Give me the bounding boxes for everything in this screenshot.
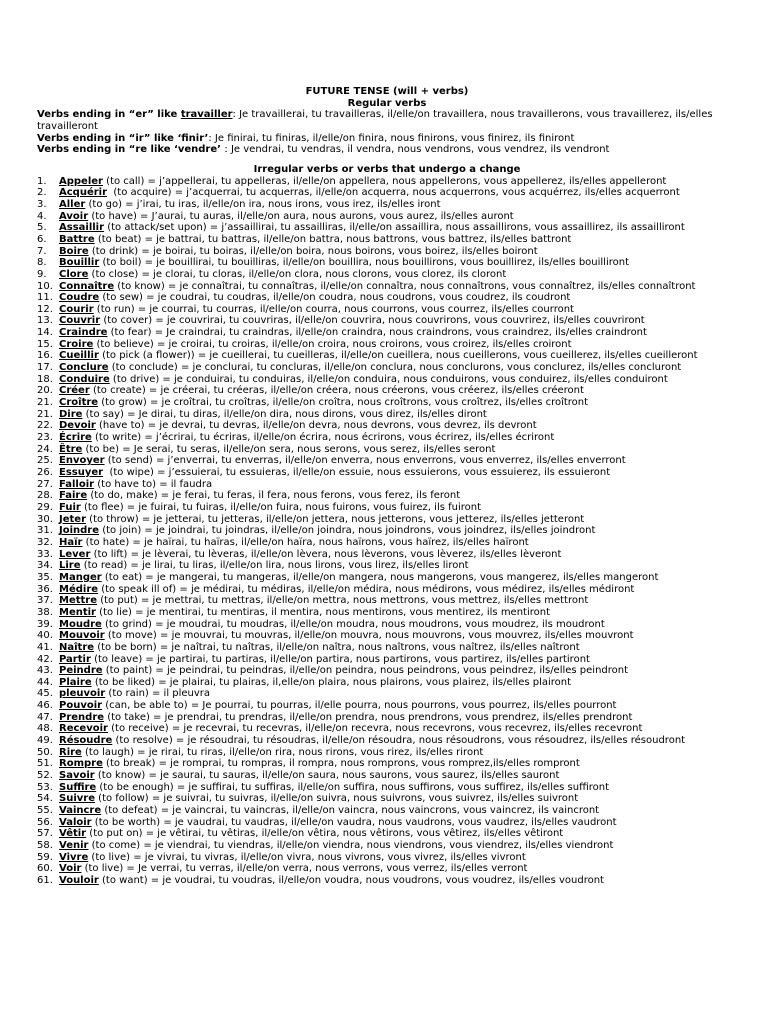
- verb-infinitive: Médire: [59, 583, 99, 595]
- verb-infinitive: Valoir: [59, 816, 92, 828]
- verb-row: [37, 409, 737, 421]
- verb-row: [37, 246, 737, 258]
- verb-row: [37, 665, 737, 677]
- verb-row: [37, 723, 737, 735]
- verb-number: 4.: [37, 210, 47, 222]
- verb-conjugation: (to conclude) = je conclurai, tu concluras, il/elle/on conclura, nous conclurons, vous conclurez, ils/elles concluront: [108, 362, 682, 374]
- verb-row: [37, 758, 737, 770]
- verb-row: [37, 257, 737, 269]
- verb-conjugation: (to run) = je courrai, tu courras, il/elle/on courra, nous courrons, vous courrez, ils/elles courront: [93, 303, 574, 315]
- verb-conjugation: (to laugh) = je rirai, tu riras, il/elle/on rira, nous rirons, vous rirez, ils/elles riront: [81, 746, 484, 758]
- verb-conjugation: (to grind) = je moudrai, tu moudras, il/elle/on moudra, nous moudrons, vous moudrez, ils moudront: [101, 618, 605, 630]
- verb-number: 1.: [37, 175, 47, 187]
- verb-number: 55.: [37, 805, 53, 817]
- verb-row: [37, 350, 737, 362]
- verb-number: 41.: [37, 641, 53, 653]
- verb-infinitive: Clore: [59, 268, 89, 280]
- verb-conjugation: (to live) = je vivrai, tu vivras, il/elle/on vivra, nous vivrons, vous vivrez, ils/elles vivront: [88, 851, 526, 863]
- verb-number: 23.: [37, 432, 53, 444]
- verb-row: [37, 432, 737, 444]
- verb-row: [37, 281, 737, 293]
- verb-infinitive: Venir: [59, 840, 89, 851]
- verb-number: 18.: [37, 373, 53, 385]
- verb-row: [37, 199, 737, 211]
- verb-infinitive: Cueillir: [59, 350, 99, 362]
- verb-conjugation: (to do, make) = je ferai, tu feras, il fera, nous ferons, vous ferez, ils feront: [87, 490, 461, 502]
- verb-number: 36.: [37, 583, 53, 595]
- verb-row: [37, 490, 737, 502]
- verb-row: [37, 560, 737, 572]
- verb-infinitive: Mettre: [59, 595, 98, 607]
- verb-number: 29.: [37, 501, 53, 513]
- verb-number: 32.: [37, 536, 53, 548]
- verb-row: [37, 315, 737, 327]
- verb-conjugation: (to fear) = Je craindrai, tu craindras, il/elle/on craindra, nous craindrons, vous craindrez, ils/elles craindront: [107, 327, 647, 339]
- verb-number: 20.: [37, 385, 53, 397]
- verb-conjugation: (to resolve) = je résoudrai, tu résoudras, il/elle/on résoudra, nous résoudrons, vous résoudrez, ils/elles résoudront: [112, 735, 686, 747]
- verb-conjugation: (to paint) = je peindrai, tu peindras, il/elle/on peindra, nous peindrons, vous peindrez, ils/elles peindront: [102, 665, 629, 677]
- verb-number: 50.: [37, 746, 53, 758]
- verb-conjugation: (to take) = je prendrai, tu prendras, il/elle/on prendra, nous prendrons, vous prendrez, ils/elles prendront: [104, 711, 633, 723]
- verb-row: [37, 234, 737, 246]
- verb-number: 25.: [37, 455, 53, 467]
- verb-infinitive: Recevoir: [59, 723, 108, 735]
- verb-number: 57.: [37, 828, 53, 840]
- verb-infinitive: Assaillir: [59, 222, 105, 234]
- verb-number: 10.: [37, 280, 53, 292]
- verb-row: [37, 712, 737, 724]
- verb-conjugation: (to break) = je romprai, tu rompras, il rompra, nous romprons, vous romprez,ils/elles rompront: [102, 758, 580, 770]
- verb-conjugation: (to want) = je voudrai, tu voudras, il/elle/on voudra, nous voudrons, vous voudrez, ils/elles voudront: [98, 874, 604, 886]
- verb-conjugation: (to drive) = je conduirai, tu conduiras, il/elle/on conduira, nous conduirons, vous conduirez, ils/elles conduiront: [109, 373, 668, 385]
- verb-infinitive: Rire: [59, 746, 82, 758]
- verb-row: [37, 292, 737, 304]
- verb-row: [37, 607, 737, 619]
- verb-number: 9.: [37, 268, 47, 280]
- verb-row: [37, 339, 737, 351]
- verb-number: 39.: [37, 618, 53, 630]
- verb-infinitive: Pouvoir: [59, 700, 103, 712]
- verb-number: 5.: [37, 222, 47, 234]
- verb-infinitive: Lire: [59, 560, 81, 572]
- verb-infinitive: Acquérir: [59, 187, 108, 199]
- verb-infinitive: Dire: [59, 408, 83, 420]
- verb-row: [37, 863, 737, 875]
- verb-number: 35.: [37, 571, 53, 583]
- verb-row: [37, 444, 737, 456]
- verb-number: 49.: [37, 735, 53, 747]
- verb-conjugation: (to flee) = je fuirai, tu fuiras, il/elle/on fuira, nous fuirons, vous fuirez, ils fuiront: [80, 501, 482, 513]
- verb-conjugation: (to have) = J’aurai, tu auras, il/elle/on aura, nous aurons, vous aurez, ils/elles auront: [88, 210, 514, 222]
- verb-conjugation: (to put) = je mettrai, tu mettras, il/elle/on mettra, nous mettrons, vous mettrez, ils/elles mettront: [97, 595, 589, 607]
- verb-row: [37, 269, 737, 281]
- verb-infinitive: Croire: [59, 338, 94, 350]
- verb-infinitive: Plaire: [59, 676, 92, 688]
- verb-conjugation: (to write) = j’écrirai, tu écriras, il/elle/on écrira, nous écrirons, vous écrirez, ils/elles écriront: [91, 432, 555, 444]
- verb-infinitive: Envoyer: [59, 455, 105, 467]
- verb-conjugation: (to say) = Je dirai, tu diras, il/elle/on dira, nous dirons, vous direz, ils/elles diront: [82, 408, 487, 420]
- verb-row: [37, 747, 737, 759]
- regular-verb-ir: Verbs ending in “ir” like ‘finir’: Je finirai, tu finiras, il/elle/on finira, nous finirons, vous finirez, ils finiront: [37, 132, 575, 144]
- verb-row: [37, 502, 737, 514]
- verb-conjugation: (to call) = j’appellerai, tu appelleras, il/elle/on appellera, nous appellerons, vous appellerez, ils/elles appelleront: [102, 175, 667, 187]
- verb-row: [37, 385, 737, 397]
- verb-number: 42.: [37, 653, 53, 665]
- verb-conjugation: (to read) = je lirai, tu liras, il/elle/on lira, nous lirons, vous lirez, ils/elles liront: [80, 560, 469, 572]
- verb-infinitive: Être: [59, 443, 83, 455]
- verb-infinitive: Avoir: [59, 210, 89, 222]
- verb-conjugation: (to wipe) = j’essuierai, tu essuieras, il/elle/on essuie, nous essuierons, vous essuierez, ils essuieront: [103, 467, 611, 478]
- verb-number: 59.: [37, 851, 53, 863]
- verb-number: 22.: [37, 420, 53, 432]
- verb-conjugation: (to be worth) = je vaudrai, tu vaudras, il/elle/on vaudra, nous vaudrons, vous vaudrez, ils/elles vaudront: [91, 816, 617, 828]
- verb-infinitive: Boire: [59, 245, 89, 257]
- verb-conjugation: (have to) = je devrai, tu devras, il/elle/on devra, nous devrons, vous devrez, ils devront: [95, 420, 537, 432]
- verb-conjugation: (to grow) = je croîtrai, tu croîtras, il/elle/on croîtra, nous croîtrons, vous croîtrez, ils/elles croîtront: [98, 397, 589, 409]
- verb-row: [37, 420, 737, 432]
- verb-conjugation: (to drink) = je boirai, tu boiras, il/elle/on boira, nous boirons, vous boirez, ils/elles boiront: [88, 245, 538, 257]
- verb-infinitive: Vêtir: [59, 828, 87, 840]
- verb-infinitive: Aller: [59, 198, 86, 210]
- verb-infinitive: Croître: [59, 397, 99, 409]
- verb-infinitive: Savoir: [59, 770, 95, 782]
- verb-number: 15.: [37, 338, 53, 350]
- verb-conjugation: (to know) = je saurai, tu sauras, il/elle/on saura, nous saurons, vous saurez, ils/elles sauront: [94, 770, 560, 782]
- verb-conjugation: (to attack/set upon) = j’assaillirai, tu assailliras, il/elle/on assaillira, nous assaillirons, vous assaillirez, ils assailliront: [104, 222, 685, 234]
- verb-conjugation: (to come) = je viendrai, tu viendras, il/elle/on viendra, nous viendrons, vous viendrez, ils/elles viendront: [88, 840, 614, 851]
- verb-row: [37, 187, 737, 199]
- verb-infinitive: Manger: [59, 571, 102, 583]
- verb-infinitive: Suffire: [59, 781, 97, 793]
- verb-number: 30.: [37, 513, 53, 525]
- verb-conjugation: (to believe) = je croirai, tu croiras, il/elle/on croira, nous croirons, vous croirez, ils/elles croiront: [93, 338, 572, 350]
- verb-number: 2.: [37, 187, 47, 199]
- verb-row: [37, 770, 737, 782]
- verb-row: [37, 374, 737, 386]
- verb-conjugation: (to speak ill of) = je médirai, tu médiras, il/elle/on médira, nous médirons, vous médirez, ils/elles médiront: [98, 583, 635, 595]
- verb-row: [37, 455, 737, 467]
- verb-infinitive: Essuyer: [59, 467, 104, 478]
- verb-infinitive: Falloir: [59, 478, 95, 490]
- document-body: [37, 86, 737, 887]
- verb-number: 33.: [37, 548, 53, 560]
- verb-infinitive: Peindre: [59, 665, 103, 677]
- verb-number: 61.: [37, 874, 53, 886]
- verb-infinitive: Résoudre: [59, 735, 113, 747]
- verb-conjugation: (to rain) = il pleuvra: [105, 688, 211, 700]
- verb-number: 17.: [37, 362, 53, 374]
- verb-row: [37, 875, 737, 887]
- verb-conjugation: (to eat) = je mangerai, tu mangeras, il/elle/on mangera, nous mangerons, vous mangerez, ils/elles mangeront: [101, 571, 659, 583]
- verb-number: 11.: [37, 292, 53, 304]
- verb-row: [37, 805, 737, 817]
- verb-number: 3.: [37, 198, 47, 210]
- verb-row: [37, 793, 737, 805]
- verb-conjugation: (to pick (a flower)) = je cueillerai, tu cueilleras, il/elle/on cueillera, nous cueillerons, vous cueillerez, ils/elles cueilleront: [98, 350, 698, 362]
- verb-number: 45.: [37, 688, 53, 700]
- verb-number: 37.: [37, 595, 53, 607]
- verb-conjugation: (to go) = j’irai, tu iras, il/elle/on ira, nous irons, vous irez, ils/elles iront: [85, 198, 441, 210]
- verb-conjugation: (to cover) = je couvrirai, tu couvriras, il/elle/on couvrira, nous couvrirons, vous couvrirez, ils/elles couvriront: [100, 315, 645, 327]
- verb-infinitive: Voir: [59, 863, 82, 875]
- verb-conjugation: (to acquire) = j’acquerrai, tu acquerras, il/elle/on acquerra, nous acquerrons, vous acquérrez, ils/elles acquerront: [107, 187, 680, 199]
- verb-number: 14.: [37, 327, 53, 339]
- verb-row: [37, 700, 737, 712]
- verb-conjugation: (to defeat) = je vaincrai, tu vaincras, il/elle/on vaincra, nous vaincrons, vous vaincrez, ils vaincront: [101, 805, 600, 817]
- verb-conjugation: (to put on) = je vêtirai, tu vêtiras, il/elle/on vêtira, nous vêtirons, vous vêtirez, ils/elles vêtiront: [86, 828, 564, 840]
- irregular-verb-list: [37, 176, 737, 887]
- verb-infinitive: Écrire: [59, 432, 92, 444]
- verb-number: 26.: [37, 467, 53, 478]
- verb-row: [37, 327, 737, 339]
- verb-row: [37, 677, 737, 689]
- verb-number: 58.: [37, 840, 53, 851]
- verb-number: 21.: [37, 408, 53, 420]
- verb-number: 47.: [37, 711, 53, 723]
- section-heading-regular: Regular verbs: [347, 97, 427, 109]
- verb-row: [37, 176, 737, 188]
- verb-number: 40.: [37, 630, 53, 642]
- verb-row: [37, 211, 737, 223]
- verb-conjugation: (to sew) = je coudrai, tu coudras, il/elle/on coudra, nous coudrons, vous coudrez, ils coudront: [99, 292, 571, 304]
- verb-row: [37, 222, 737, 234]
- verb-conjugation: (to beat) = je battrai, tu battras, il/elle/on battra, nous battrons, vous battrez, ils/elles battront: [94, 233, 572, 245]
- verb-conjugation: (to be liked) = je plairai, tu plairas, il,elle/on plaira, nous plairons, vous plairez, ils/elles plairont: [91, 676, 572, 688]
- verb-row: [37, 654, 737, 666]
- verb-number: 24.: [37, 443, 53, 455]
- verb-number: 13.: [37, 315, 53, 327]
- verb-infinitive: Créer: [59, 385, 90, 397]
- verb-number: 27.: [37, 478, 53, 490]
- verb-conjugation: (to be) = Je serai, tu seras, il/elle/on sera, nous serons, vous serez, ils/elles seront: [82, 443, 496, 455]
- verb-infinitive: Craindre: [59, 327, 108, 339]
- verb-conjugation: (to receive) = je recevrai, tu recevras, il/elle/on recevra, nous recevrons, vous recevrez, ils/elles recevront: [107, 723, 643, 735]
- verb-number: 38.: [37, 606, 53, 618]
- verb-conjugation: (to leave) = je partirai, tu partiras, il/elle/on partira, nous partirons, vous partirez, ils/elles partiront: [90, 653, 590, 665]
- verb-number: 43.: [37, 665, 53, 677]
- verb-infinitive: Conduire: [59, 373, 110, 385]
- verb-number: 7.: [37, 245, 47, 257]
- verb-conjugation: (to lie) = je mentirai, tu mentiras, il mentira, nous mentirons, vous mentirez, ils mentiront: [96, 606, 551, 618]
- verb-infinitive: Couvrir: [59, 315, 101, 327]
- verb-infinitive: Partir: [59, 653, 91, 665]
- verb-row: [37, 828, 737, 840]
- verb-infinitive: Faire: [59, 490, 88, 502]
- verb-infinitive: Courir: [59, 303, 94, 315]
- verb-number: 44.: [37, 676, 53, 688]
- verb-number: 28.: [37, 490, 53, 502]
- verb-number: 51.: [37, 758, 53, 770]
- verb-number: 6.: [37, 233, 47, 245]
- verb-infinitive: Appeler: [59, 175, 103, 187]
- verb-infinitive: Mentir: [59, 606, 96, 618]
- verb-conjugation: (to have to) = il faudra: [94, 478, 213, 490]
- verb-row: [37, 840, 737, 852]
- verb-row: [37, 549, 737, 561]
- verb-number: 56.: [37, 816, 53, 828]
- verb-number: 16.: [37, 350, 53, 362]
- verb-row: [37, 362, 737, 374]
- verb-row: [37, 397, 737, 409]
- verb-number: 54.: [37, 793, 53, 805]
- regular-verb-er: Verbs ending in “er” like travailler: Je travaillerai, tu travailleras, il/elle/on travaillera, nous travaillerons, vous travaillerez, ils/elles travailleront: [37, 109, 713, 132]
- verb-row: [37, 619, 737, 631]
- verb-conjugation: (to live) = Je verrai, tu verras, il/elle/on verra, nous verrons, vous verrez, ils/elles verront: [81, 863, 528, 875]
- verb-infinitive: Connaître: [59, 280, 115, 292]
- verb-infinitive: Bouillir: [59, 257, 100, 269]
- verb-row: [37, 688, 737, 700]
- verb-conjugation: (can, be able to) = Je pourrai, tu pourras, il/elle pourra, nous pourrons, vous pourrez, ils/elles pourront: [102, 700, 617, 712]
- regular-verb-re: Verbs ending in “re like ‘vendre’ : Je vendrai, tu vendras, il vendra, nous vendrons, vous vendrez, ils vendront: [37, 144, 610, 156]
- verb-infinitive: Lever: [59, 548, 91, 560]
- verb-row: [37, 642, 737, 654]
- verb-number: 8.: [37, 257, 47, 269]
- verb-conjugation: (to know) = je connaîtrai, tu connaîtras, il/elle/on connaîtra, nous connaîtrons, vous connaîtrez, ils/elles connaîtront: [114, 280, 696, 292]
- page-title: FUTURE TENSE (will + verbs): [305, 86, 469, 97]
- verb-conjugation: (to be enough) = je suffirai, tu suffiras, il/elle/on suffira, nous suffirons, vous suffirez, ils/elles suffiront: [96, 781, 610, 793]
- verb-infinitive: Suivre: [59, 793, 95, 805]
- verb-number: 52.: [37, 770, 53, 782]
- verb-conjugation: (to boil) = je bouillirai, tu bouilliras, il/elle/on bouillira, nous bouillirons, vous bouillirez, ils/elles bouilliront: [99, 257, 630, 269]
- verb-row: [37, 537, 737, 549]
- verb-row: [37, 630, 737, 642]
- verb-infinitive: Mouvoir: [59, 630, 105, 642]
- verb-infinitive: Devoir: [59, 420, 96, 432]
- verb-infinitive: Naître: [59, 641, 95, 653]
- verb-conjugation: (to join) = je joindrai, tu joindras, il/elle/on joindra, nous joindrons, vous joindrez, ils/elles joindront: [99, 525, 596, 537]
- verb-infinitive: pleuvoir: [59, 688, 106, 700]
- verb-infinitive: Conclure: [59, 362, 109, 374]
- verb-row: [37, 479, 737, 491]
- verb-infinitive: Jeter: [59, 513, 86, 525]
- verb-number: 60.: [37, 863, 53, 875]
- verb-number: 53.: [37, 781, 53, 793]
- verb-number: 48.: [37, 723, 53, 735]
- verb-conjugation: (to close) = je clorai, tu cloras, il/elle/on clora, nous clorons, vous clorez, ils cloront: [88, 268, 507, 280]
- verb-row: [37, 304, 737, 316]
- verb-conjugation: (to send) = j’enverrai, tu enverras, il/elle/on enverra, nous enverrons, vous enverrez, ils/elles enverront: [104, 455, 626, 467]
- verb-row: [37, 467, 737, 479]
- verb-row: [37, 735, 737, 747]
- verb-infinitive: Vouloir: [59, 874, 99, 886]
- verb-number: 12.: [37, 303, 53, 315]
- verb-conjugation: (to create) = je créerai, tu créeras, il/elle/on créera, nous créerons, vous créerez, ils/elles créeront: [89, 385, 584, 397]
- verb-conjugation: (to throw) = je jetterai, tu jetteras, il/elle/on jettera, nous jetterons, vous jetterez, ils/elles jetteront: [86, 513, 585, 525]
- verb-row: [37, 595, 737, 607]
- verb-row: [37, 525, 737, 537]
- verb-conjugation: (to follow) = je suivrai, tu suivras, il/elle/on suivra, nous suivrons, vous suivrez, ils/elles suivront: [94, 793, 579, 805]
- verb-row: [37, 852, 737, 864]
- verb-infinitive: Haïr: [59, 536, 83, 548]
- verb-infinitive: Prendre: [59, 711, 105, 723]
- verb-infinitive: Moudre: [59, 618, 102, 630]
- verb-conjugation: (to be born) = je naîtrai, tu naîtras, il/elle/on naîtra, nous naîtrons, vous naîtrez, ils/elles naîtront: [94, 641, 580, 653]
- verb-row: [37, 514, 737, 526]
- verb-number: 21.: [37, 397, 53, 409]
- verb-number: 34.: [37, 560, 53, 572]
- verb-row: [37, 584, 737, 596]
- verb-infinitive: Fuir: [59, 501, 81, 513]
- verb-infinitive: Vaincre: [59, 805, 102, 817]
- verb-row: [37, 817, 737, 829]
- verb-conjugation: (to move) = je mouvrai, tu mouvras, il/elle/on mouvra, nous mouvrons, vous mouvrez, ils/elles mouvront: [104, 630, 634, 642]
- verb-conjugation: (to lift) = je lèverai, tu lèveras, il/elle/on lèvera, nous lèverons, vous lèverez, ils/elles lèveront: [90, 548, 562, 560]
- verb-infinitive: Rompre: [59, 758, 103, 770]
- verb-number: 46.: [37, 700, 53, 712]
- verb-number: 31.: [37, 525, 53, 537]
- verb-conjugation: (to hate) = je haïrai, tu haïras, il/elle/on haïra, nous haïrons, vous haïrez, ils/elles haïront: [82, 536, 529, 548]
- verb-infinitive: Coudre: [59, 292, 100, 304]
- verb-infinitive: Battre: [59, 233, 95, 245]
- verb-row: [37, 572, 737, 584]
- verb-infinitive: Joindre: [59, 525, 100, 537]
- verb-infinitive: Vivre: [59, 851, 89, 863]
- section-heading-irregular: Irregular verbs or verbs that undergo a change: [253, 163, 521, 175]
- verb-row: [37, 782, 737, 794]
